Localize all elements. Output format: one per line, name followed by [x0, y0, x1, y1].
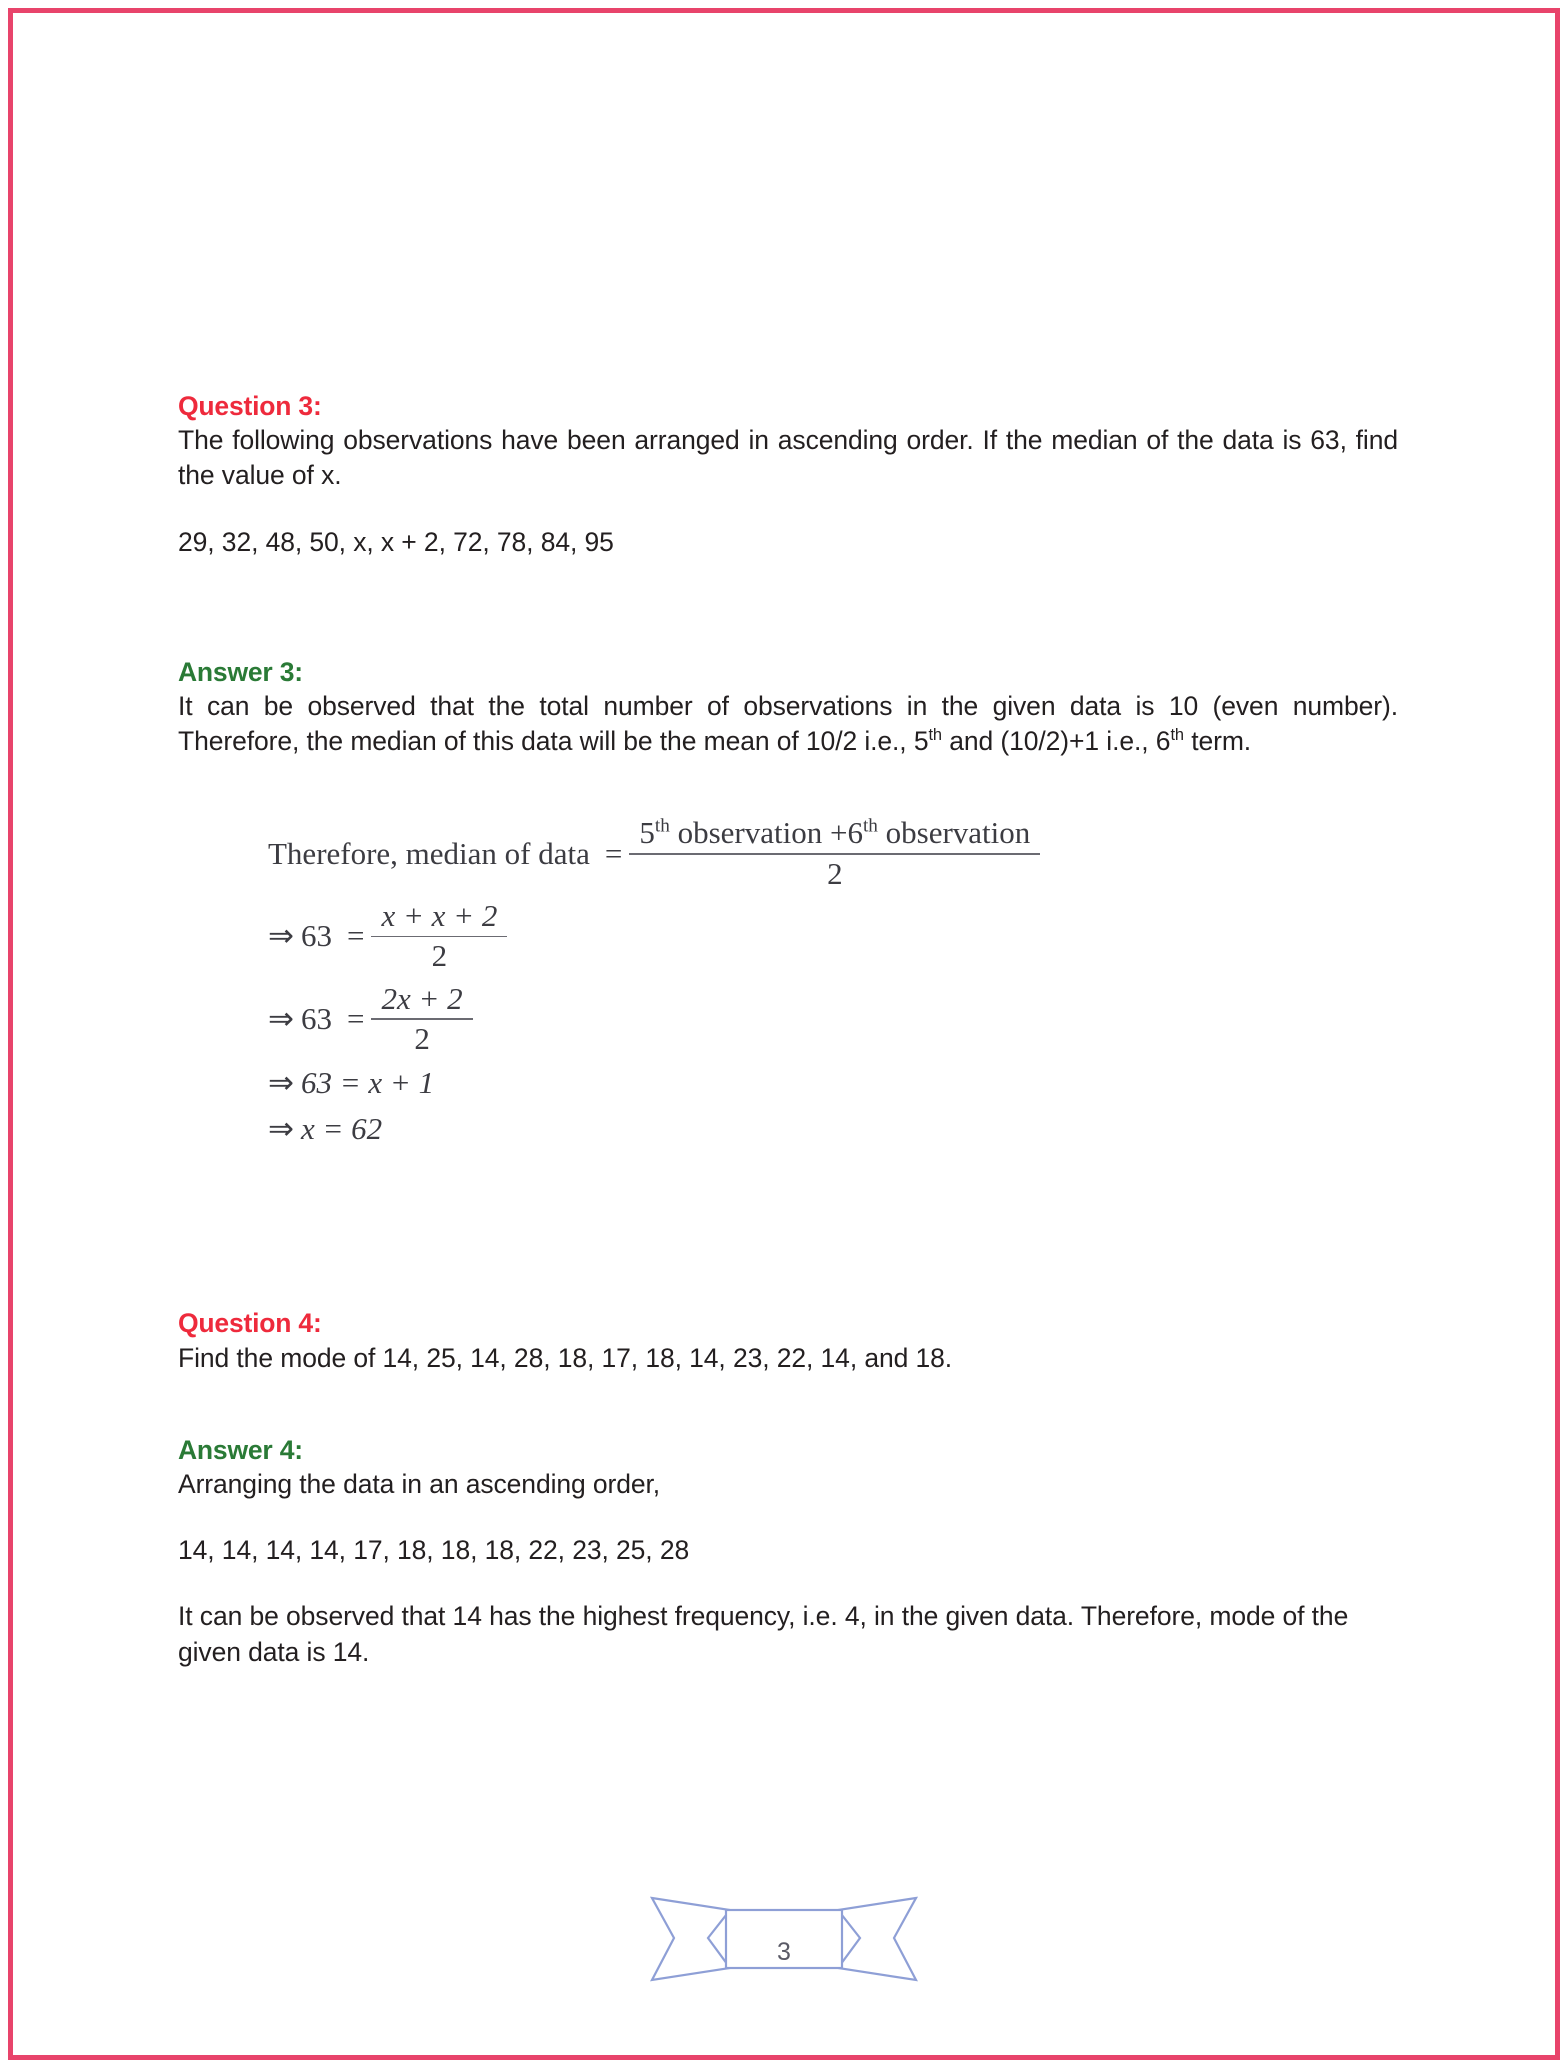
num-5: 5	[639, 815, 655, 851]
num-6-sup: th	[862, 816, 878, 838]
math-step-1	[268, 817, 1398, 890]
math-step-1-equals: =	[604, 835, 623, 871]
math-step-4	[268, 1065, 1398, 1101]
num-obs-1: observation	[669, 815, 823, 851]
math-step-1-denominator: 2	[827, 855, 843, 891]
answer-3-explanation	[178, 689, 1398, 759]
spacer	[178, 1157, 1398, 1307]
answer-3-explanation-part-1: It can be observed that the total number of observations in the given data is 10 (even number). Therefore, the median of this data will be the mean of 10/2 i.e., 5	[178, 690, 1398, 757]
implies-arrow-icon: ⇒	[268, 1001, 294, 1037]
question-3-prompt: The following observations have been arranged in ascending order. If the median of the data is 63, find the value of x.	[178, 425, 1398, 491]
math-step-2-lhs: 63	[300, 918, 332, 954]
question-3-heading: Question 3:	[178, 391, 322, 421]
question-3-block	[178, 390, 1398, 560]
math-step-3-fraction	[371, 980, 472, 1056]
implies-arrow-icon: ⇒	[268, 1065, 294, 1101]
question-4-heading: Question 4:	[178, 1308, 322, 1339]
math-step-2-numerator: x + x + 2	[381, 898, 498, 934]
spacer	[178, 560, 1398, 656]
page-number: 3	[777, 1938, 791, 1966]
document-content	[178, 390, 1398, 1670]
answer-4-conclusion: It can be observed that 14 has the highest frequency, i.e. 4, in the given data. Therefore, mode of the given data is 14.	[178, 1601, 1349, 1667]
answer-4-heading: Answer 4:	[178, 1434, 303, 1465]
question-3-observations: 29, 32, 48, 50, x, x + 2, 72, 78, 84, 95	[178, 526, 614, 557]
page-footer	[0, 1880, 1568, 2010]
math-step-3-lhs: 63	[300, 1001, 332, 1037]
answer-3-math-derivation	[268, 817, 1398, 1147]
answer-3-explanation-part-3: term.	[1183, 726, 1252, 757]
spacer	[178, 1568, 1398, 1599]
math-step-2-denominator: 2	[431, 938, 448, 974]
math-step-5	[268, 1111, 1398, 1147]
spacer	[178, 1376, 1398, 1434]
math-step-1-label: Therefore, median of data	[268, 835, 590, 871]
question-4-block	[178, 1307, 1398, 1375]
answer-3-heading: Answer 3:	[178, 656, 303, 687]
implies-arrow-icon: ⇒	[268, 1111, 294, 1147]
answer-3-sup-5th: th	[928, 726, 942, 745]
question-4-prompt: Find the mode of 14, 25, 14, 28, 18, 17, 18, 14, 23, 22, 14, and 18.	[178, 1342, 953, 1373]
ribbon-banner	[644, 1880, 924, 2010]
answer-4-block	[178, 1434, 1398, 1670]
math-step-2-fraction	[371, 900, 507, 973]
math-step-3-denominator: 2	[414, 1020, 430, 1056]
num-obs-2: observation	[877, 815, 1031, 851]
math-step-1-numerator	[629, 817, 1040, 853]
math-step-3-numerator: 2x + 2	[381, 980, 463, 1016]
answer-3-block	[178, 656, 1398, 760]
spacer	[178, 494, 1398, 525]
answer-4-line-1: Arranging the data in an ascending order,	[178, 1468, 661, 1499]
math-step-4-expression: 63 = x + 1	[300, 1065, 435, 1101]
math-step-2-equals: =	[346, 918, 365, 954]
math-step-1-fraction	[629, 817, 1040, 890]
implies-arrow-icon: ⇒	[268, 918, 294, 954]
math-step-3	[268, 980, 1398, 1056]
math-step-3-equals: =	[346, 1001, 365, 1037]
answer-3-explanation-part-2: and (10/2)+1 i.e., 6	[941, 726, 1171, 757]
math-step-5-expression: x = 62	[300, 1111, 383, 1147]
math-step-2	[268, 900, 1398, 973]
num-6: 6	[847, 815, 863, 851]
answer-4-sorted-data: 14, 14, 14, 14, 17, 18, 18, 18, 22, 23, 25, 28	[178, 1535, 690, 1566]
spacer	[178, 759, 1398, 817]
answer-3-sup-6th: th	[1170, 726, 1184, 745]
spacer	[178, 1502, 1398, 1533]
num-plus: +	[829, 815, 848, 851]
num-5-sup: th	[654, 816, 670, 838]
